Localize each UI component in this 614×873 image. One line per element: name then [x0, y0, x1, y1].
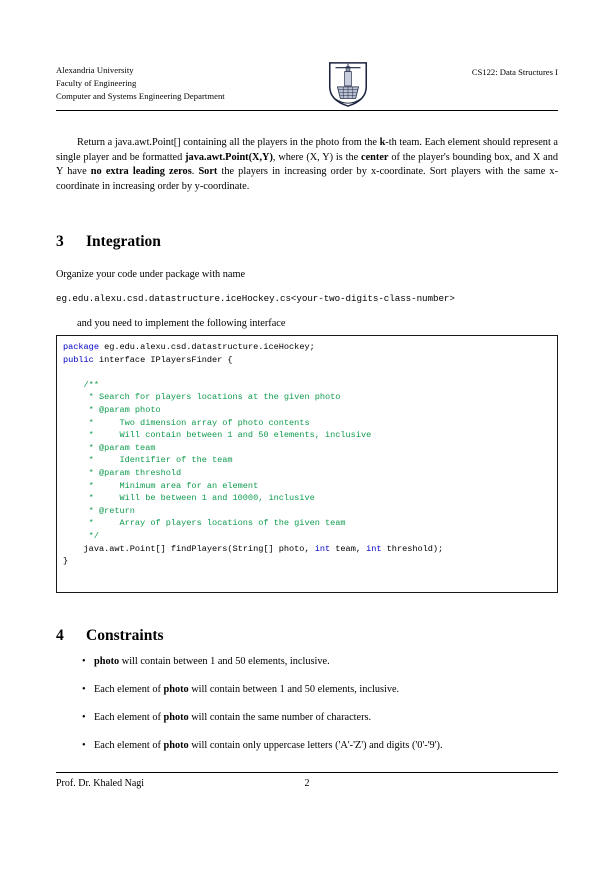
code-line [63, 480, 557, 493]
code-line [63, 391, 557, 404]
constraint-text-post: will contain between 1 and 50 elements, inclusive. [188, 684, 400, 696]
constraint-item [56, 655, 558, 670]
constraint-text-pre: Each element of [94, 712, 164, 724]
code-line [63, 530, 557, 543]
institution-line-2: Faculty of Engineering [56, 78, 137, 89]
section-heading-integration [56, 233, 161, 251]
code-token-plain: } [63, 556, 69, 567]
code-token-plain: interface [98, 354, 146, 365]
code-token-cmt: * @return [63, 505, 135, 516]
code-token-cmt: * Identifier of the team [63, 455, 233, 466]
constraint-text-post: will contain only uppercase letters ('A'-'Z') and digits ('0'-'9'). [188, 740, 443, 752]
intro-bold-point: java.awt.Point(X,Y) [185, 151, 273, 163]
constraint-item [56, 711, 558, 726]
code-token-cmt: * Will contain between 1 and 50 elements, inclusive [63, 430, 372, 441]
section-number-4: 4 [56, 627, 64, 644]
section-title-constraints: Constraints [86, 627, 164, 644]
intro-seg-1: Return a java.awt.Point[] containing all the players in the photo from the [77, 137, 380, 148]
code-line [63, 442, 557, 455]
constraint-item [56, 683, 558, 698]
code-line [63, 404, 557, 417]
bullet-icon: • [82, 712, 86, 724]
footer-author: Prof. Dr. Khaled Nagi [56, 778, 145, 789]
code-line [63, 555, 557, 568]
constraint-term: photo [163, 740, 189, 752]
implement-interface-text: and you need to implement the following interface [77, 318, 286, 329]
code-line [63, 454, 557, 467]
code-line [63, 492, 557, 505]
code-token-kw: int [314, 543, 331, 554]
code-token-kw: public [63, 354, 94, 365]
code-token-plain: threshold); [381, 543, 444, 554]
intro-bold-center: center [361, 151, 389, 163]
code-line [63, 517, 557, 530]
code-line [63, 341, 557, 354]
bullet-icon: • [82, 740, 86, 752]
section-number-3: 3 [56, 233, 64, 250]
code-token-cmt: * Two dimension array of photo contents [63, 417, 310, 428]
bullet-icon: • [82, 684, 86, 696]
code-listing-box [56, 335, 558, 593]
institution-line-1: Alexandria University [56, 65, 134, 75]
code-token-cmt: * Array of players locations of the given team [63, 518, 346, 529]
intro-bold-leading-zeros: no extra leading zeros [90, 166, 192, 178]
code-token-plain: team, [330, 543, 367, 554]
code-token-cmt: * @param threshold [63, 467, 182, 478]
code-listing-content [57, 336, 557, 568]
constraint-text-post: will contain the same number of characters. [188, 712, 372, 724]
constraint-text-pre: Each element of [94, 684, 164, 696]
code-token-kw: int [366, 543, 382, 554]
constraint-text-post: will contain between 1 and 50 elements, inclusive. [119, 656, 330, 667]
intro-seg-2: -th team. Each element should represent a single player and be formatted [56, 137, 558, 163]
code-token-cmt: * @param team [63, 442, 156, 453]
alexandria-university-crest-icon [325, 60, 371, 108]
code-token-plain: IPlayersFinder { [145, 354, 233, 365]
intro-paragraph [56, 136, 558, 194]
code-line [63, 429, 557, 442]
intro-seg-4: of the player's bounding box, and X and Y have [56, 151, 559, 178]
code-token-cmt: */ [63, 530, 99, 541]
code-line [63, 417, 557, 430]
intro-bold-sort: Sort [198, 166, 218, 178]
intro-seg-6: the players in increasing order by x-coordinate. Sort players with the same x-coordinate in increasing order by y-coordinate. [56, 166, 559, 192]
constraint-text-pre: Each element of [94, 740, 164, 752]
code-token-plain: java.awt.Point[] findPlayers(String[] photo, [63, 543, 315, 554]
section-title-integration: Integration [86, 233, 161, 250]
constraint-term: photo [94, 656, 120, 667]
page-header [56, 64, 558, 108]
code-token-cmt: /** [63, 379, 99, 390]
institution-block [56, 64, 225, 104]
code-token-kw: package [63, 342, 99, 352]
code-token-cmt: * Will be between 1 and 10000, inclusive [63, 493, 315, 504]
code-line [63, 366, 557, 379]
header-row [56, 64, 558, 108]
course-title: CS122: Data Structures I [471, 67, 558, 77]
code-line [63, 505, 557, 518]
intro-seg-3: , where (X, Y) is the [272, 151, 362, 163]
constraint-term: photo [163, 684, 189, 696]
section-heading-constraints [56, 627, 164, 645]
header-divider [56, 110, 558, 111]
code-token-plain: eg.edu.alexu.csd.datastructure.iceHockey; [98, 342, 315, 352]
bullet-icon: • [82, 656, 86, 667]
institution-line-3: Computer and Systems Engineering Department [56, 91, 225, 102]
footer-page-number: 2 [304, 778, 310, 789]
code-line [63, 467, 557, 480]
constraint-term: photo [163, 712, 189, 724]
code-line [63, 543, 557, 556]
code-token-cmt: * @param photo [63, 404, 161, 415]
code-token-cmt: * Search for players locations at the given photo [63, 392, 341, 403]
constraints-list [56, 655, 558, 767]
code-token-cmt: * Minimum area for an element [63, 480, 259, 491]
intro-seg-5: . [191, 166, 199, 178]
code-line [63, 354, 557, 367]
intro-bold-k: k [379, 137, 386, 148]
code-line [63, 379, 557, 392]
footer-divider [56, 772, 558, 773]
constraint-item [56, 739, 558, 754]
package-name-text: eg.edu.alexu.csd.datastructure.iceHockey.cs<your-two-digits-class-number> [56, 293, 455, 304]
organize-code-text: Organize your code under package with name [56, 269, 246, 280]
